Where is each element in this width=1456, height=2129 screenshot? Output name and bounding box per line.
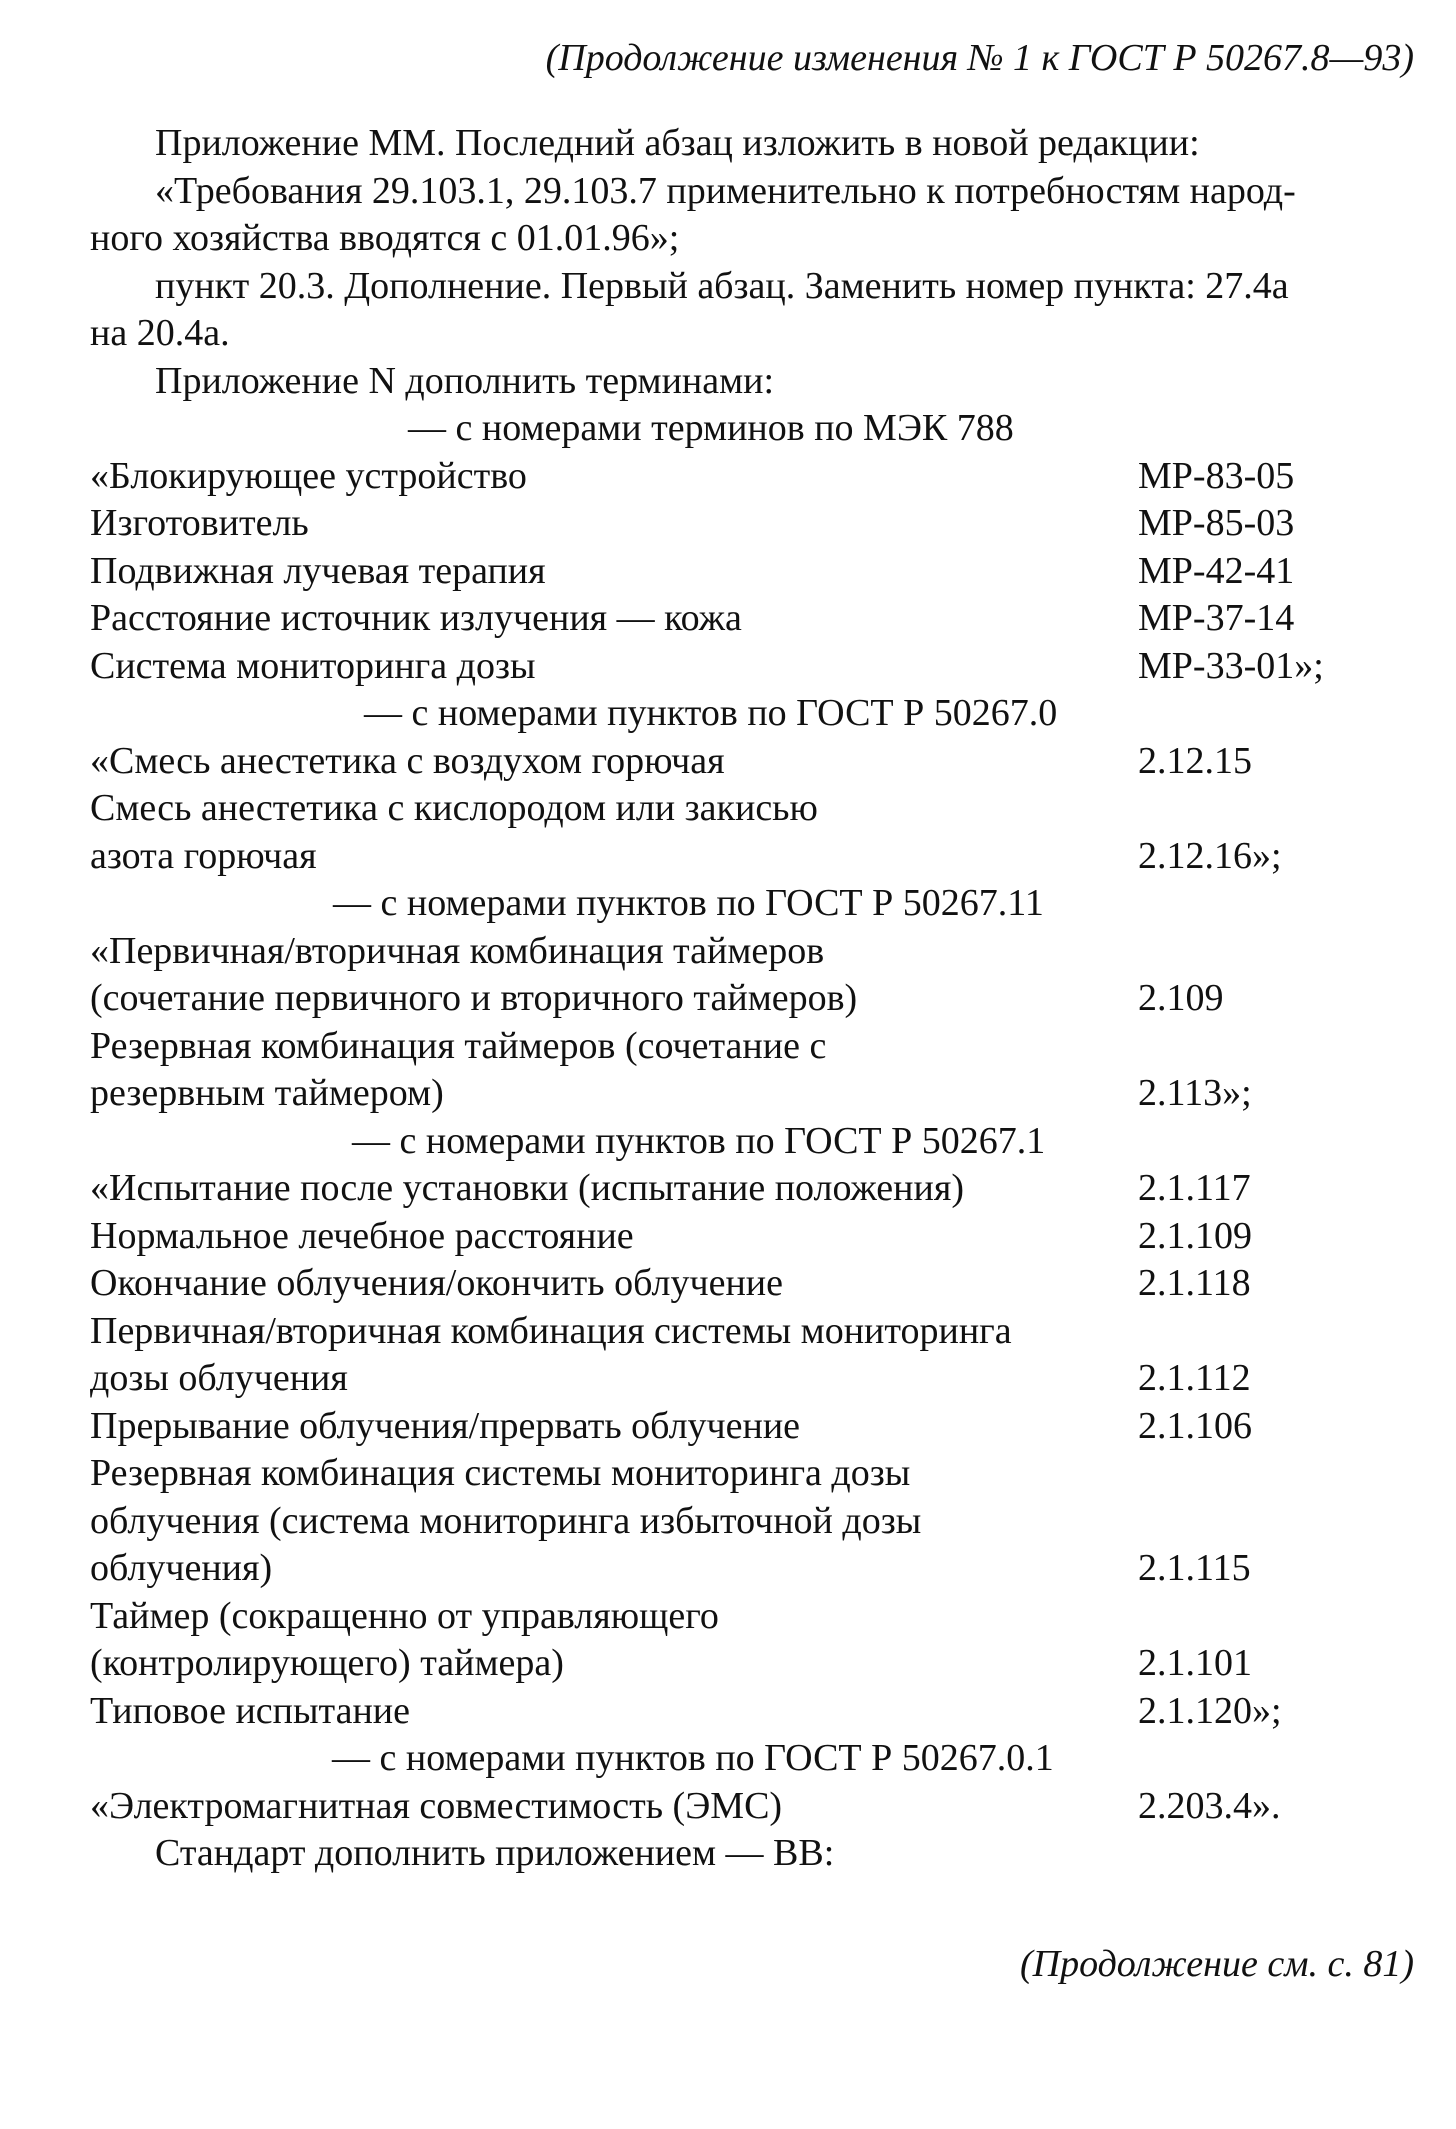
term-name-continued: облучения (система мониторинга избыточной дозы	[90, 1499, 922, 1542]
term-name: «Испытание после установки (испытание положения)	[90, 1167, 964, 1209]
term-name: Смесь анестетика с кислородом или закисью	[90, 787, 818, 829]
term-name: Резервная комбинация системы мониторинга дозы	[90, 1452, 911, 1494]
term-entry	[90, 1403, 1410, 1451]
term-name-continued: резервным таймером)	[90, 1072, 444, 1114]
term-name: Изготовитель	[90, 502, 309, 544]
term-entry	[90, 928, 1410, 1023]
term-code: MP-83-05	[1138, 454, 1295, 497]
group-heading-gost-50267-0-1: — с номерами пунктов по ГОСТ Р 50267.0.1	[332, 1737, 1054, 1779]
term-code: 2.1.118	[1138, 1262, 1251, 1304]
term-entry	[90, 595, 1410, 643]
paragraph-requirements-line2: ного хозяйства вводятся с 01.01.96»;	[90, 217, 680, 259]
page-header: (Продолжение изменения № 1 к ГОСТ Р 50267.8—93)	[545, 37, 1414, 79]
term-entry	[90, 1023, 1410, 1118]
term-code: 2.1.109	[1138, 1214, 1252, 1257]
term-name: «Первичная/вторичная комбинация таймеров	[90, 929, 825, 972]
group-heading-gost-50267-0: — с номерами пунктов по ГОСТ Р 50267.0	[364, 692, 1058, 734]
group-heading-gost-50267-11: — с номерами пунктов по ГОСТ Р 50267.11	[333, 882, 1044, 924]
paragraph-clause-20-3-line1: пункт 20.3. Дополнение. Первый абзац. Заменить номер пункта: 27.4а	[155, 264, 1289, 307]
paragraph-clause-20-3-line2: на 20.4а.	[90, 312, 230, 354]
term-entry	[90, 738, 1410, 786]
term-entry	[90, 1450, 1410, 1593]
page-footer: (Продолжение см. с. 81)	[1019, 1943, 1414, 1985]
paragraph-appendix-n: Приложение N дополнить терминами:	[155, 359, 775, 402]
term-name-continued: (контролирующего) таймера)	[90, 1642, 564, 1684]
term-name: Прерывание облучения/прервать облучение	[90, 1404, 801, 1447]
term-entry	[90, 1308, 1410, 1403]
term-name-continued: дозы облучения	[90, 1357, 348, 1399]
term-code: 2.1.120»;	[1138, 1689, 1282, 1732]
term-code: MP-37-14	[1138, 597, 1295, 639]
term-name: Окончание облучения/окончить облучение	[90, 1262, 783, 1304]
term-name: Резервная комбинация таймеров (сочетание с	[90, 1024, 827, 1067]
term-name-continued: (сочетание первичного и вторичного таймеров)	[90, 977, 858, 1019]
term-code: MP-85-03	[1138, 502, 1295, 544]
term-name: Расстояние источник излучения — кожа	[90, 597, 742, 639]
term-code: 2.1.106	[1138, 1404, 1252, 1447]
term-entry	[90, 1688, 1410, 1736]
group-heading-iec-788: — с номерами терминов по МЭК 788	[408, 407, 1014, 449]
paragraph-requirements-line1: «Требования 29.103.1, 29.103.7 применительно к потребностям народ-	[155, 169, 1296, 212]
term-entry	[90, 643, 1410, 691]
term-code: MP-33-01»;	[1138, 644, 1324, 687]
term-name: Система мониторинга дозы	[90, 644, 536, 687]
paragraph-closing: Стандарт дополнить приложением — ВВ:	[155, 1832, 835, 1874]
term-entry	[90, 1783, 1410, 1831]
term-code: 2.1.117	[1138, 1167, 1251, 1209]
term-name: «Смесь анестетика с воздухом горючая	[90, 739, 725, 782]
term-code: 2.1.101	[1138, 1642, 1252, 1684]
term-name: Нормальное лечебное расстояние	[90, 1214, 634, 1257]
term-code: 2.203.4».	[1138, 1784, 1281, 1827]
term-name-continued: облучения)	[90, 1547, 273, 1589]
term-entry	[90, 548, 1410, 596]
group-heading-gost-50267-1: — с номерами пунктов по ГОСТ Р 50267.1	[352, 1119, 1046, 1162]
term-name: «Блокирующее устройство	[90, 454, 527, 497]
term-code: 2.1.112	[1138, 1357, 1251, 1399]
term-code: 2.1.115	[1138, 1547, 1251, 1589]
term-entry	[90, 1165, 1410, 1213]
term-name: Подвижная лучевая терапия	[90, 549, 546, 592]
term-code: 2.109	[1138, 977, 1224, 1019]
term-name: «Электромагнитная совместимость (ЭМС)	[90, 1784, 783, 1827]
term-name-continued: азота горючая	[90, 834, 317, 877]
term-code: 2.12.16»;	[1138, 834, 1282, 877]
term-entry	[90, 500, 1410, 548]
term-code: 2.12.15	[1138, 739, 1252, 782]
term-name: Таймер (сокращенно от управляющего	[90, 1594, 719, 1637]
term-name: Первичная/вторичная комбинация системы мониторинга	[90, 1309, 1012, 1352]
term-entry	[90, 1213, 1410, 1261]
term-entry	[90, 1593, 1410, 1688]
term-name: Типовое испытание	[90, 1689, 410, 1732]
paragraph-appendix-mm: Приложение ММ. Последний абзац изложить в новой редакции:	[155, 122, 1200, 164]
term-entry	[90, 1260, 1410, 1308]
term-code: MP-42-41	[1138, 549, 1295, 592]
term-entry	[90, 785, 1410, 880]
term-entry	[90, 453, 1410, 501]
document-body	[90, 120, 1410, 1878]
term-code: 2.113»;	[1138, 1072, 1252, 1114]
